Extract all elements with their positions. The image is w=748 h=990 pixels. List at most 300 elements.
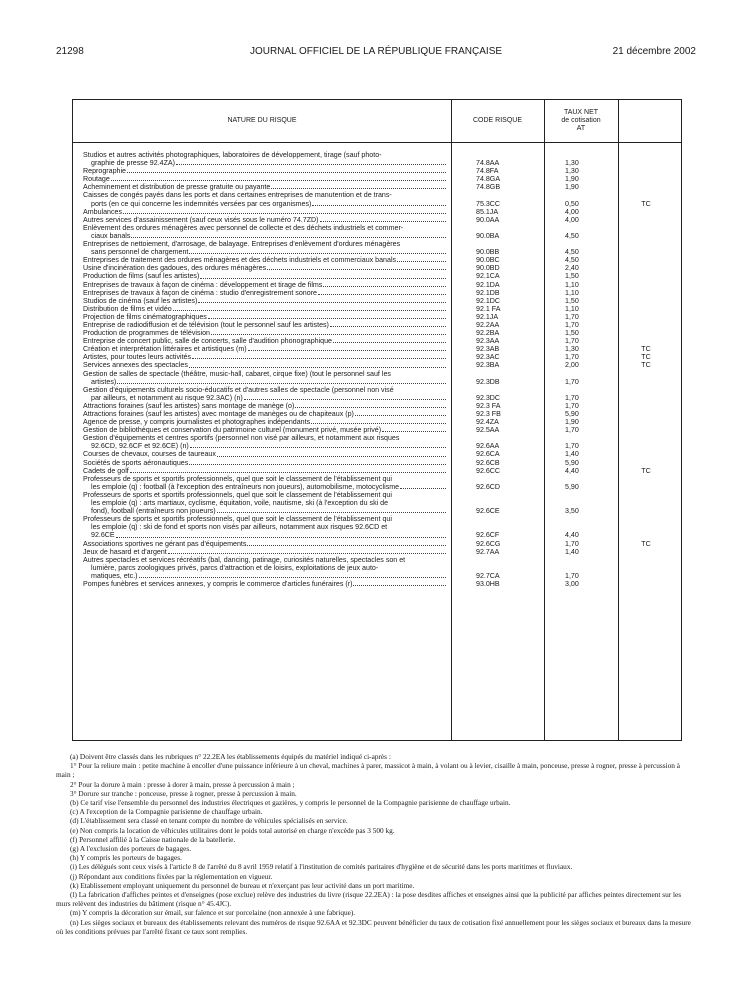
- table-row: [73, 345, 681, 353]
- risk-code: 92.6CE: [476, 507, 500, 516]
- risk-nature: [83, 337, 447, 345]
- risk-nature-last-line: [83, 540, 447, 548]
- dot-leader: [312, 200, 446, 206]
- risk-table: [72, 99, 682, 741]
- column-header-taux-line: de cotisation: [561, 117, 601, 124]
- rate-value: 1,70: [565, 393, 579, 402]
- table-body: [73, 151, 681, 588]
- column-header-nature: NATURE DU RISQUE: [227, 117, 297, 124]
- risk-nature: [83, 491, 447, 515]
- risk-nature-last-line: [83, 580, 447, 588]
- risk-code: 75.3CC: [476, 199, 501, 208]
- risk-code: 92.3AC: [476, 353, 500, 362]
- risk-code: 92.3DC: [476, 393, 501, 402]
- risk-nature-line: Gestion d'équipements culturels socio-éducatifs et d'autres salles de spectacle (personnel non visé: [83, 385, 394, 394]
- table-row: [73, 459, 681, 467]
- dot-leader: [208, 313, 446, 319]
- tc-flag: TC: [641, 466, 651, 475]
- risk-code: 74.8GB: [476, 183, 501, 192]
- table-row: [73, 337, 681, 345]
- risk-nature: [83, 240, 447, 256]
- table-row: [73, 353, 681, 361]
- risk-code: 92.7AA: [476, 547, 500, 556]
- risk-code: 90.0BA: [476, 231, 500, 240]
- risk-nature: [83, 175, 447, 183]
- risk-nature: [83, 467, 447, 475]
- risk-nature: [83, 151, 447, 167]
- risk-nature-line: ports (en ce qui concerne les indemnités versées par ces organismes): [91, 199, 312, 208]
- risk-nature-last-line: [83, 264, 447, 272]
- dot-leader: [355, 410, 446, 416]
- risk-nature-last-line: [83, 345, 447, 353]
- risk-nature-last-line: [83, 321, 447, 329]
- rate-value: 4,00: [565, 207, 579, 216]
- dot-leader: [323, 281, 446, 287]
- risk-nature-last-line: [83, 459, 447, 467]
- rate-value: 1,10: [565, 304, 579, 313]
- footnote: (h) Y compris les porteurs de bagages.: [70, 853, 182, 863]
- risk-nature-line: Projection de films cinématographiques: [83, 312, 207, 321]
- column-header-code: CODE RISQUE: [472, 117, 522, 124]
- risk-nature-line: matiques, etc.): [91, 571, 138, 580]
- dot-leader: [211, 329, 446, 335]
- risk-code: 92.2BA: [476, 329, 500, 338]
- table-row: [73, 548, 681, 556]
- rate-value: 4,50: [565, 256, 579, 265]
- risk-nature-last-line: [83, 378, 447, 386]
- risk-code: 90.0AA: [476, 215, 500, 224]
- table-row: [73, 289, 681, 297]
- dot-leader: [217, 450, 446, 456]
- risk-code: 92.1JA: [476, 312, 499, 321]
- risk-nature-line: Entreprises de travaux à façon de cinéma : développement et tirage de films: [83, 280, 323, 289]
- rate-value: 5,90: [565, 482, 579, 491]
- risk-code: 74.8FA: [476, 167, 499, 176]
- risk-code: 92.4ZA: [476, 418, 499, 427]
- dot-leader: [267, 264, 446, 270]
- footnote: (i) Les délégués sont ceux visés à l'article 8 de l'arrêté du 8 avril 1959 relatif à l'institution de comités paritaires d'hygiène et de sécurité dans les ports maritimes et fluviaux.: [70, 862, 573, 872]
- rate-value: 1,70: [565, 353, 579, 362]
- table-row: [73, 191, 681, 207]
- footnote: (m) Y compris la décoration sur émail, sur faïence et sur porcelaine (non annexée à une fabrique).: [70, 908, 356, 918]
- rate-value: 1,30: [565, 167, 579, 176]
- risk-nature-line: Professeurs de sports et sportifs professionnels, quel que soit le classement de l'établissement qui: [83, 474, 392, 483]
- dot-leader: [295, 402, 446, 408]
- risk-nature-last-line: [83, 256, 447, 264]
- risk-nature: [83, 515, 447, 539]
- rate-value: 4,50: [565, 248, 579, 257]
- risk-nature-last-line: [83, 572, 447, 580]
- risk-nature-last-line: [83, 216, 447, 224]
- page-header: [56, 46, 696, 60]
- risk-nature-last-line: [83, 467, 447, 475]
- risk-nature: [83, 264, 447, 272]
- risk-nature-line: sans personnel de chargement: [91, 248, 189, 257]
- risk-nature-line: Gestion d'équipements et centres sportifs (personnel non visé par ailleurs, et notamment aux risques: [83, 434, 400, 443]
- risk-nature-last-line: [83, 200, 447, 208]
- risk-nature: [83, 216, 447, 224]
- rate-value: 5,90: [565, 410, 579, 418]
- dot-leader: [311, 418, 446, 424]
- risk-nature: [83, 183, 447, 191]
- risk-nature-last-line: [83, 507, 447, 515]
- risk-nature-line: Autres spectacles et services récréatifs (bal, dancing, patinage, curiosités naturelles, spectacles son et: [83, 555, 406, 564]
- footnote: (l) La fabrication d'affiches peintes et d'enseignes (pose exclue) relève des industries du livre (risque 22.2EA) : la pose desdites affiches et enseignes ainsi que la publicité par affiches peintes directement sur les murs relèvent des industries du bâtiment (risque n° 45.4JC).: [56, 890, 682, 909]
- rate-value: 1,70: [565, 337, 579, 346]
- risk-nature-line: Production de films (sauf les artistes): [83, 272, 200, 281]
- risk-nature: [83, 386, 447, 402]
- column-header-taux: [544, 109, 618, 133]
- table-row: [73, 580, 681, 588]
- risk-nature: [83, 313, 447, 321]
- rate-value: 4,50: [565, 231, 579, 240]
- risk-nature-line: Gestion de salles de spectacle (théâtre, music-hall, cabaret, cirque fixe) (tout le personnel sauf les: [83, 369, 391, 378]
- risk-nature-line: 92.6CD, 92.6CF et 92.6CE) (n): [91, 442, 189, 451]
- risk-nature-last-line: [83, 394, 447, 402]
- rate-value: 1,90: [565, 418, 579, 427]
- risk-code: 92.6CB: [476, 458, 500, 467]
- risk-nature: [83, 191, 447, 207]
- dot-leader: [173, 305, 446, 311]
- dot-leader: [200, 272, 446, 278]
- risk-nature-last-line: [83, 159, 447, 167]
- tc-flag: TC: [641, 345, 651, 354]
- table-row: [73, 370, 681, 386]
- risk-code: 85.1JA: [476, 207, 499, 216]
- risk-nature-line: Professeurs de sports et sportifs professionnels, quel que soit le classement de l'établissement qui: [83, 490, 392, 499]
- risk-code: 92.1DB: [476, 288, 500, 297]
- risk-code: 92.6CF: [476, 531, 500, 540]
- risk-nature-line: Studios et autres activités photographiques, laboratoires de développement, tirage (sauf photo-: [83, 151, 382, 159]
- tc-flag: TC: [641, 361, 651, 370]
- column-header-taux-line: AT: [576, 125, 586, 132]
- table-row: [73, 361, 681, 369]
- risk-nature: [83, 345, 447, 353]
- risk-nature-line: artistes): [91, 377, 117, 386]
- risk-nature-line: Entreprises de nettoiement, d'arrosage, de balayage. Entreprises d'enlèvement d'ordures ménagères: [83, 240, 401, 249]
- rate-value: 1,40: [565, 547, 579, 556]
- table-row: [73, 450, 681, 458]
- risk-nature: [83, 256, 447, 264]
- risk-code: 92.6CC: [476, 466, 501, 475]
- risk-nature-line: Distribution de films et vidéo: [83, 304, 172, 313]
- risk-nature-line: Usine d'incinération des gadoues, des ordures ménagères: [83, 264, 267, 273]
- tc-flag: TC: [641, 199, 651, 208]
- table-row: [73, 426, 681, 434]
- dot-leader: [333, 337, 446, 343]
- risk-nature-line: Acheminement et distribution de presse gratuite ou payante: [83, 183, 271, 192]
- risk-nature: [83, 281, 447, 289]
- risk-nature-last-line: [83, 305, 447, 313]
- risk-nature-line: les emploie (q) : football (à l'exception des entraîneurs non joueurs), automobilisme, motocyclisme: [91, 482, 400, 491]
- dot-leader: [244, 394, 446, 400]
- risk-code: 92.6CD: [476, 482, 501, 491]
- risk-code: 92.7CA: [476, 571, 500, 580]
- risk-code: 92.3BA: [476, 361, 500, 370]
- footnote: (e) Non compris la location de véhicules utilitaires dont le poids total autorisé en charge n'excède pas 3 500 kg.: [70, 825, 395, 835]
- footnote: (a) Doivent être classés dans les rubriques n° 22.2EA les établissements équipés du matériel indiqué ci-après :: [70, 752, 391, 761]
- table-row: [73, 167, 681, 175]
- rate-value: 1,70: [565, 442, 579, 451]
- risk-nature: [83, 556, 447, 580]
- risk-code: 92.1 FA: [476, 304, 501, 313]
- dot-leader: [192, 353, 446, 359]
- dot-leader: [130, 467, 446, 473]
- risk-code: 90.0BC: [476, 256, 500, 265]
- rate-value: 1,70: [565, 401, 579, 410]
- dot-leader: [116, 531, 446, 537]
- risk-nature-line: Attractions foraines (sauf les artistes) sans montage de manège (o): [83, 401, 295, 410]
- risk-nature: [83, 548, 447, 556]
- table-row: [73, 329, 681, 337]
- risk-nature-line: Entreprises de traitement des ordures ménagères et des déchets industriels et commerciaux banals: [83, 256, 397, 265]
- risk-nature-line: Entreprises de travaux à façon de cinéma : studio d'enregistrement sonore: [83, 288, 318, 297]
- rate-value: 1,10: [565, 288, 579, 297]
- table-row: [73, 272, 681, 280]
- rate-value: 1,40: [565, 450, 579, 459]
- risk-nature-line: Gestion de bibliothèques et conservation du patrimoine culturel (monument privé, musée privé): [83, 426, 382, 435]
- risk-nature-line: Pompes funèbres et services annexes, y compris le commerce d'articles funéraires (r): [83, 579, 353, 588]
- table-row: [73, 434, 681, 450]
- rate-value: 1,50: [565, 272, 579, 281]
- risk-nature: [83, 329, 447, 337]
- footnote: (j) Répondant aux conditions fixées par la réglementation en vigueur.: [70, 871, 273, 881]
- risk-nature: [83, 272, 447, 280]
- rate-value: 1,70: [565, 312, 579, 321]
- risk-code: 74.8GA: [476, 175, 501, 184]
- table-row: [73, 240, 681, 256]
- page-number: 21298: [56, 46, 84, 57]
- rate-value: 1,90: [565, 183, 579, 192]
- table-row: [73, 224, 681, 240]
- table-row: [73, 386, 681, 402]
- risk-nature: [83, 208, 447, 216]
- rate-value: 1,70: [565, 426, 579, 435]
- table-row: [73, 491, 681, 515]
- risk-nature-last-line: [83, 353, 447, 361]
- rate-value: 1,30: [565, 159, 579, 168]
- table-row: [73, 467, 681, 475]
- risk-code: 92.6CG: [476, 539, 501, 548]
- risk-nature-last-line: [83, 289, 447, 297]
- rate-value: 1,10: [565, 280, 579, 289]
- header-separator: [73, 142, 681, 143]
- rate-value: 1,70: [565, 539, 579, 548]
- risk-code: 92.2AA: [476, 320, 500, 329]
- dot-leader: [139, 572, 446, 578]
- rate-value: 1,50: [565, 296, 579, 305]
- dot-leader: [217, 507, 446, 513]
- risk-nature-line: Agence de presse, y compris journalistes et photographes indépendants: [83, 418, 311, 427]
- risk-nature-last-line: [83, 208, 447, 216]
- risk-nature-last-line: [83, 442, 447, 450]
- dot-leader: [271, 183, 446, 189]
- rate-value: 2,40: [565, 264, 579, 273]
- tc-flag: TC: [641, 539, 651, 548]
- dot-leader: [320, 216, 446, 222]
- rate-value: 1,30: [565, 345, 579, 354]
- table-row: [73, 297, 681, 305]
- dot-leader: [123, 208, 446, 214]
- risk-code: 92.3 FA: [476, 401, 501, 410]
- risk-nature-last-line: [83, 329, 447, 337]
- table-row: [73, 418, 681, 426]
- dot-leader: [189, 248, 446, 254]
- risk-code: 93.0HB: [476, 579, 500, 588]
- risk-nature: [83, 305, 447, 313]
- risk-nature-line: Ambulances: [83, 207, 123, 216]
- risk-code: 92.3 FB: [476, 410, 501, 418]
- risk-nature-line: Entreprise de concert public, salle de concerts, salle d'audition phonographique: [83, 337, 333, 346]
- risk-nature: [83, 402, 447, 410]
- rate-value: 2,00: [565, 361, 579, 370]
- risk-code: 92.1DC: [476, 296, 501, 305]
- dot-leader: [318, 289, 446, 295]
- table-row: [73, 475, 681, 491]
- risk-nature: [83, 426, 447, 434]
- footnote: (c) A l'exception de la Compagnie parisienne de chauffage urbain.: [70, 807, 263, 817]
- risk-nature-line: Autres services d'assainissement (sauf ceux visés sous le numéro 74.7ZD): [83, 215, 319, 224]
- risk-nature: [83, 361, 447, 369]
- risk-nature-last-line: [83, 175, 447, 183]
- risk-nature-last-line: [83, 426, 447, 434]
- risk-nature-last-line: [83, 281, 447, 289]
- risk-nature-line: Sociétés de sports aéronautiques: [83, 458, 189, 467]
- risk-nature-last-line: [83, 402, 447, 410]
- risk-code: 90.0BD: [476, 264, 500, 273]
- risk-code: 92.3AB: [476, 345, 500, 354]
- risk-nature: [83, 418, 447, 426]
- risk-nature-last-line: [83, 450, 447, 458]
- risk-nature: [83, 580, 447, 588]
- dot-leader: [190, 442, 446, 448]
- risk-nature-line: Professeurs de sports et sportifs professionnels, quel que soit le classement de l'établissement qui: [83, 515, 392, 524]
- risk-nature-line: Entreprise de radiodiffusion et de télévision (tout le personnel sauf les artistes): [83, 320, 329, 329]
- table-row: [73, 515, 681, 539]
- risk-nature-last-line: [83, 167, 447, 175]
- publication-date: 21 décembre 2002: [612, 46, 696, 57]
- footnote: (k) Etablissement employant uniquement du personnel de bureau et n'exerçant pas leur activité dans un port maritime.: [70, 880, 415, 890]
- table-row: [73, 305, 681, 313]
- rate-value: 3,00: [565, 579, 579, 588]
- risk-nature: [83, 434, 447, 450]
- risk-code: 92.6CA: [476, 450, 500, 459]
- footnote: (d) L'établissement sera classé en tenant compte du nombre de véhicules spécialisés en service.: [70, 816, 348, 826]
- risk-nature-line: 92.6CE: [91, 531, 115, 540]
- risk-code: 92.3AA: [476, 337, 500, 346]
- dot-leader: [248, 345, 446, 351]
- risk-nature-line: Services annexes des spectacles: [83, 361, 188, 370]
- dot-leader: [131, 232, 446, 238]
- risk-nature-last-line: [83, 548, 447, 556]
- risk-code: 92.5AA: [476, 426, 500, 435]
- risk-nature-line: Jeux de hasard et d'argent: [83, 547, 167, 556]
- rate-value: 5,90: [565, 458, 579, 467]
- rate-value: 1,70: [565, 377, 579, 386]
- rate-value: 1,50: [565, 329, 579, 338]
- table-row: [73, 556, 681, 580]
- footnote: (f) Personnel affilié à la Caisse nationale de la batellerie.: [70, 834, 236, 844]
- table-row: [73, 175, 681, 183]
- risk-nature: [83, 540, 447, 548]
- dot-leader: [397, 256, 446, 262]
- risk-nature-line: Studios de cinéma (sauf les artistes): [83, 296, 198, 305]
- risk-nature-last-line: [83, 418, 447, 426]
- risk-nature-line: lumière, parcs zoologiques privés, parcs d'attraction et de loisirs, exploitations de jeux auto-: [91, 563, 379, 572]
- risk-nature-last-line: [83, 248, 447, 256]
- risk-nature: [83, 450, 447, 458]
- table-row: [73, 410, 681, 418]
- risk-nature: [83, 321, 447, 329]
- risk-code: 92.1CA: [476, 272, 500, 281]
- table-row: [73, 313, 681, 321]
- risk-nature-last-line: [83, 272, 447, 280]
- dot-leader: [189, 459, 446, 465]
- risk-nature: [83, 410, 447, 418]
- risk-code: 92.3DB: [476, 377, 500, 386]
- risk-nature-line: Cadets de golf: [83, 466, 129, 475]
- dot-leader: [189, 361, 446, 367]
- dot-leader: [111, 175, 446, 181]
- risk-nature-line: Associations sportives ne gérant pas d'équipements: [83, 539, 247, 548]
- dot-leader: [168, 548, 446, 554]
- risk-nature-last-line: [83, 297, 447, 305]
- risk-nature-line: Routage: [83, 175, 110, 184]
- risk-nature-line: Artistes, pour toutes leurs activités: [83, 353, 192, 362]
- risk-nature: [83, 167, 447, 175]
- risk-nature-line: Enlèvement des ordures ménagères avec personnel de collecte et des déchets industriels et commer-: [83, 223, 404, 232]
- table-row: [73, 216, 681, 224]
- risk-nature-last-line: [83, 410, 447, 418]
- table-row: [73, 151, 681, 167]
- footnote: 3° Dorure sur tranche : ponceuse, presse à rogner, presse à percussion à main.: [70, 788, 297, 798]
- rate-value: 1,70: [565, 571, 579, 580]
- rate-value: 1,70: [565, 320, 579, 329]
- risk-nature-last-line: [83, 483, 447, 491]
- risk-nature-line: Création et interprétation littéraires et artistiques (m): [83, 345, 247, 354]
- risk-nature: [83, 475, 447, 491]
- footnote: (b) Ce tarif vise l'ensemble du personnel des industries électriques et gazières, y compris le personnel de la Compagnie parisienne de chauffage urbain.: [70, 798, 511, 808]
- risk-nature-line: Caisses de congés payés dans les ports et dans certaines entreprises de manutention et de trans-: [83, 191, 392, 200]
- risk-nature: [83, 370, 447, 386]
- footnote: (g) A l'exclusion des porteurs de bagages.: [70, 844, 192, 854]
- risk-nature-line: ciaux banals: [91, 231, 131, 240]
- risk-nature-last-line: [83, 183, 447, 191]
- dot-leader: [127, 167, 446, 173]
- dot-leader: [382, 426, 446, 432]
- rate-value: 4,40: [565, 531, 579, 540]
- risk-nature-last-line: [83, 361, 447, 369]
- risk-nature: [83, 224, 447, 240]
- rate-value: 1,90: [565, 175, 579, 184]
- risk-nature-line: graphie de presse 92.4ZA): [91, 159, 175, 168]
- table-row: [73, 281, 681, 289]
- risk-nature-last-line: [83, 531, 447, 539]
- rate-value: 4,40: [565, 466, 579, 475]
- risk-code: 92.6AA: [476, 442, 500, 451]
- table-row: [73, 256, 681, 264]
- risk-nature: [83, 353, 447, 361]
- tc-flag: TC: [641, 353, 651, 362]
- table-row: [73, 540, 681, 548]
- risk-nature-line: Courses de chevaux, courses de taureaux: [83, 450, 216, 459]
- rate-value: 4,00: [565, 215, 579, 224]
- risk-nature-line: Production de programmes de télévision: [83, 329, 210, 338]
- risk-code: 90.0BB: [476, 248, 500, 257]
- rate-value: 3,50: [565, 507, 579, 516]
- risk-nature-line: les emploie (q) : arts martiaux, cyclisme, équitation, voile, nautisme, ski (à l'exception du ski de: [91, 499, 389, 508]
- journal-title: JOURNAL OFFICIEL DE LA RÉPUBLIQUE FRANÇAISE: [249, 46, 503, 57]
